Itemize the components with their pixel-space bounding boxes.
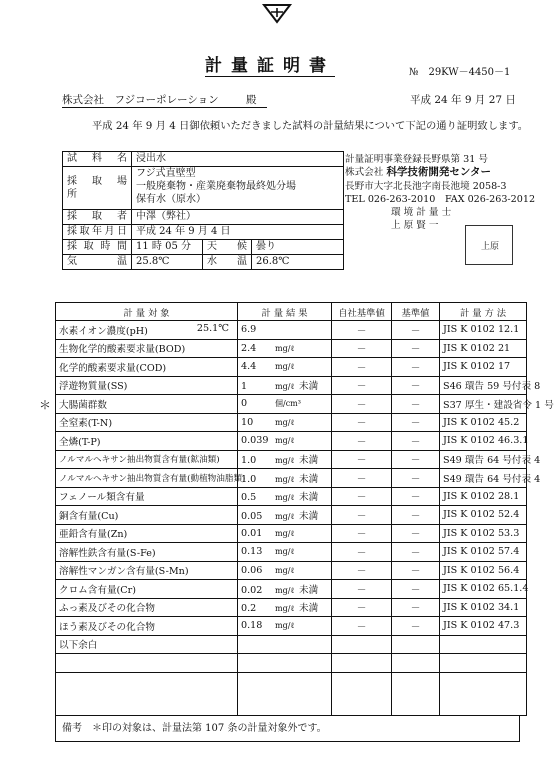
own-standard-value: － (332, 395, 392, 414)
table-row (56, 524, 527, 543)
empty-cell (238, 635, 332, 654)
measurement-item-label: 亜鉛含有量(Zn) (59, 529, 128, 541)
result-qualifier: 未満 (299, 492, 319, 504)
empty-cell (440, 654, 527, 673)
col-header-item: 計 量 対 象 (56, 303, 238, 321)
measurement-item-label: 銅含有量(Cu) (59, 510, 119, 522)
lab-company-prefix: 株式会社 (345, 167, 384, 179)
own-standard-value: － (332, 580, 392, 599)
standard-value: － (392, 598, 440, 617)
result-qualifier: 未満 (299, 510, 319, 522)
blank-row (56, 672, 527, 715)
collector: 中澤（弊社） (132, 210, 344, 225)
table-row (56, 432, 527, 451)
empty-cell (440, 635, 527, 654)
measurement-result (238, 358, 332, 377)
measurement-temp: 25.1℃ (196, 323, 229, 334)
own-standard-value: － (332, 617, 392, 636)
air-temp-label: 気 温 (63, 255, 132, 270)
lab-role: 環 境 計 量 士 (391, 207, 452, 219)
standard-value: － (392, 432, 440, 451)
seal-text: 上原 (481, 242, 500, 252)
addressee-honorific: 殿 (246, 94, 257, 106)
remarks: 備考 ＊印の対象は、計量法第 107 条の計量対象外です。 (55, 715, 520, 742)
official-seal (465, 225, 513, 265)
result-value: 0.039 (241, 435, 269, 447)
intro-text: 平成 24 年 9 月 4 日御依頼いただきました試料の計量結果について下記の通り証明致します。 (92, 120, 529, 132)
standard-value: － (392, 413, 440, 432)
measurement-item-label: フェノール類含有量 (59, 492, 145, 504)
measurement-item-label: 全窒素(T-N) (59, 418, 113, 430)
own-standard-value: － (332, 506, 392, 525)
addressee (62, 92, 267, 108)
lab-registration: 計量証明事業登録長野県第 31 号 (345, 154, 489, 165)
sampling-place-line: 保有水（原水） (136, 194, 206, 205)
own-standard-value: － (332, 321, 392, 340)
measurement-result (238, 339, 332, 358)
measurement-result (238, 543, 332, 562)
result-unit: mg/ℓ (275, 547, 295, 557)
measurement-result (238, 617, 332, 636)
measurement-item-label: 全燐(T-P) (59, 436, 101, 448)
col-header-standard: 基準値 (392, 303, 440, 321)
own-standard-value: － (332, 450, 392, 469)
empty-cell (332, 654, 392, 673)
table-row (56, 450, 527, 469)
empty-cell (56, 672, 238, 715)
measurement-item (56, 339, 238, 358)
measurement-method: JIS K 0102 53.3 (440, 524, 527, 543)
result-unit: mg/ℓ (275, 436, 295, 446)
result-value: 1.0 (241, 473, 257, 485)
sampling-date: 平成 24 年 9 月 4 日 (132, 225, 344, 240)
measurement-result (238, 432, 332, 451)
standard-value: － (392, 617, 440, 636)
empty-cell (56, 654, 238, 673)
col-header-result: 計 量 結 果 (238, 303, 332, 321)
measurement-item (56, 598, 238, 617)
standard-value: － (392, 339, 440, 358)
table-row (56, 358, 527, 377)
own-standard-value: － (332, 469, 392, 488)
empty-cell (332, 635, 392, 654)
non-legal-star-mark: ＊ (39, 398, 52, 412)
sampling-date-label: 採取年月日 (63, 225, 132, 240)
result-unit: mg/ℓ (275, 621, 295, 631)
air-temp: 25.8℃ (132, 255, 203, 270)
standard-value: － (392, 543, 440, 562)
results-header-row (56, 303, 527, 321)
measurement-item (56, 321, 238, 340)
table-row (56, 580, 527, 599)
measurement-item (56, 580, 238, 599)
measurement-item-label: ノルマルヘキサン抽出物質含有量(動植物油脂類) (59, 473, 246, 484)
measurement-result (238, 469, 332, 488)
result-qualifier: 未満 (299, 603, 319, 615)
own-standard-value: － (332, 339, 392, 358)
measurement-result (238, 506, 332, 525)
measurement-method: JIS K 0102 46.3.1 (440, 432, 527, 451)
table-row (56, 506, 527, 525)
addressee-company: 株式会社 フジコーポレーション (62, 94, 219, 106)
result-unit: mg/ℓ (275, 417, 295, 427)
result-qualifier: 未満 (299, 473, 319, 485)
measurement-item (56, 617, 238, 636)
result-value: 0.13 (241, 546, 263, 558)
measurement-item-label: 溶解性鉄含有量(S-Fe) (59, 547, 156, 559)
result-value: 0.5 (241, 492, 257, 504)
lab-person: 上 原 賢 一 (391, 220, 439, 232)
measurement-item (56, 376, 238, 395)
result-value: 4.4 (241, 361, 257, 373)
measurement-item-label: 生物化学的酸素要求量(BOD) (59, 344, 186, 356)
measurement-result (238, 580, 332, 599)
table-row (56, 635, 527, 654)
standard-value: － (392, 561, 440, 580)
sampling-place-label: 採 取 場 所 (63, 167, 132, 210)
result-unit: mg/ℓ (275, 511, 295, 521)
measurement-item (56, 432, 238, 451)
empty-cell (238, 672, 332, 715)
standard-value: － (392, 376, 440, 395)
measurement-method: JIS K 0102 34.1 (440, 598, 527, 617)
table-row (56, 339, 527, 358)
measurement-item-label: 溶解性マンガン含有量(S-Mn) (59, 566, 189, 578)
table-row (56, 469, 527, 488)
measurement-method: S49 環告 64 号付表 4 (440, 450, 527, 469)
result-qualifier: 未満 (299, 455, 319, 467)
measurement-item-label: ふっ素及びその化合物 (59, 603, 155, 615)
measurement-result (238, 376, 332, 395)
standard-value: － (392, 395, 440, 414)
empty-cell (238, 654, 332, 673)
empty-cell (440, 672, 527, 715)
table-row (56, 598, 527, 617)
measurement-result (238, 524, 332, 543)
lab-info (345, 153, 535, 233)
sampling-place (132, 167, 344, 210)
measurement-item (56, 487, 238, 506)
measurement-method: JIS K 0102 56.4 (440, 561, 527, 580)
sampling-place-line: 一般廃棄物・産業廃棄物最終処分場 (136, 181, 296, 192)
standard-value: － (392, 506, 440, 525)
table-row (56, 543, 527, 562)
table-row (56, 617, 527, 636)
collector-label: 採 取 者 (63, 210, 132, 225)
measurement-method: JIS K 0102 65.1.4 (440, 580, 527, 599)
measurement-method: S49 環告 64 号付表 4 (440, 469, 527, 488)
sample-name-label: 試 料 名 (63, 152, 132, 167)
water-temp: 26.8℃ (252, 255, 344, 270)
measurement-result (238, 561, 332, 580)
measurement-result (238, 598, 332, 617)
measurement-method: JIS K 0102 12.1 (440, 321, 527, 340)
measurement-item (56, 358, 238, 377)
result-unit: mg/ℓ (275, 382, 295, 392)
measurement-method: JIS K 0102 57.4 (440, 543, 527, 562)
table-row (56, 376, 527, 395)
table-row (56, 413, 527, 432)
standard-value: － (392, 358, 440, 377)
weather: 曇り (252, 240, 344, 255)
measurement-method: JIS K 0102 28.1 (440, 487, 527, 506)
table-row (56, 395, 527, 414)
weather-label: 天 候 (203, 240, 252, 255)
result-value: 2.4 (241, 342, 257, 354)
result-value: 0.02 (241, 584, 263, 596)
own-standard-value: － (332, 376, 392, 395)
sampling-time: 11 時 05 分 (132, 240, 203, 255)
blank-row (56, 654, 527, 673)
sampling-place-line: フジ式直壁型 (136, 168, 196, 179)
measurement-item (56, 450, 238, 469)
result-value: 0 (241, 398, 248, 410)
lab-company-name: 科学技術開発センター (386, 166, 492, 179)
col-header-own-standard: 自社基準値 (332, 303, 392, 321)
result-unit: mg/ℓ (275, 456, 295, 466)
own-standard-value: － (332, 524, 392, 543)
standard-value: － (392, 487, 440, 506)
result-value: 0.18 (241, 620, 263, 632)
standard-value: － (392, 580, 440, 599)
own-standard-value: － (332, 487, 392, 506)
own-standard-value: － (332, 598, 392, 617)
issue-date: 平成 24 年 9 月 27 日 (410, 94, 516, 106)
measurement-result (238, 413, 332, 432)
result-value: 0.05 (241, 510, 263, 522)
measurement-method: JIS K 0102 45.2 (440, 413, 527, 432)
measurement-item (56, 469, 246, 488)
measurement-method: S37 厚生・建設省令 1 号 (440, 395, 527, 414)
result-value: 1.0 (241, 455, 257, 467)
table-row (56, 561, 527, 580)
standard-value: － (392, 450, 440, 469)
standard-value: － (392, 321, 440, 340)
lab-address: 長野市大字北長池字南長池境 2058-3 (345, 180, 507, 192)
result-value: 0.2 (241, 603, 257, 615)
measurement-result (238, 395, 332, 414)
measurement-method: S46 環告 59 号付表 8 (440, 376, 527, 395)
measurement-method: JIS K 0102 52.4 (440, 506, 527, 525)
own-standard-value: － (332, 561, 392, 580)
result-value: 0.06 (241, 564, 263, 576)
table-row (56, 321, 527, 340)
own-standard-value: － (332, 413, 392, 432)
sample-name: 浸出水 (132, 152, 344, 167)
certificate-number: № 29KW－4450－1 (409, 67, 511, 78)
table-row (56, 487, 527, 506)
measurement-item-label: ノルマルヘキサン抽出物質含有量(鉱油類) (59, 455, 220, 466)
sample-info-table (62, 151, 344, 270)
measurement-item-label: ほう素及びその化合物 (59, 621, 155, 633)
result-unit: mg/ℓ (275, 362, 295, 372)
measurement-method: JIS K 0102 17 (440, 358, 527, 377)
measurement-result (238, 321, 332, 340)
measurement-item (56, 506, 238, 525)
results-table (55, 302, 554, 716)
sampling-time-label: 採取時間 (63, 240, 132, 255)
standard-value: － (392, 469, 440, 488)
own-standard-value: － (332, 358, 392, 377)
measurement-result (238, 450, 332, 469)
result-qualifier: 未満 (299, 584, 319, 596)
empty-cell (332, 672, 392, 715)
empty-cell (392, 654, 440, 673)
result-unit: 個/cm³ (275, 399, 301, 409)
standard-value: － (392, 524, 440, 543)
result-unit: mg/ℓ (275, 343, 295, 353)
result-value: 6.9 (241, 324, 257, 336)
result-unit: mg/ℓ (275, 474, 295, 484)
end-of-list-label: 以下余白 (56, 635, 238, 654)
result-unit: mg/ℓ (275, 528, 295, 538)
measurement-item-label: 大腸菌群数 (59, 399, 107, 411)
measurement-item (56, 413, 238, 432)
result-value: 0.01 (241, 527, 263, 539)
result-qualifier: 未満 (299, 381, 319, 393)
measurement-item (56, 561, 238, 580)
lab-tel-fax: TEL 026-263-2010 FAX 026-263-2012 (345, 193, 536, 205)
result-unit: mg/ℓ (275, 493, 295, 503)
result-unit: mg/ℓ (275, 585, 295, 595)
measurement-method: JIS K 0102 21 (440, 339, 527, 358)
measurement-item (56, 543, 238, 562)
result-value: 1 (241, 381, 248, 393)
water-temp-label: 水 温 (203, 255, 252, 270)
company-logo-icon (262, 2, 292, 24)
measurement-method: JIS K 0102 47.3 (440, 617, 527, 636)
measurement-item-label: クロム含有量(Cr) (59, 584, 136, 596)
empty-cell (392, 635, 440, 654)
lab-company (345, 166, 535, 179)
own-standard-value: － (332, 543, 392, 562)
result-unit: mg/ℓ (275, 604, 295, 614)
measurement-item-label: 化学的酸素要求量(COD) (59, 362, 167, 374)
measurement-item (56, 395, 238, 414)
result-unit: mg/ℓ (275, 565, 295, 575)
col-header-method: 計 量 方 法 (440, 303, 527, 321)
document-title: 計量証明書 (205, 56, 335, 76)
own-standard-value: － (332, 432, 392, 451)
result-value: 10 (241, 416, 254, 428)
measurement-item-label: 浮遊物質量(SS) (59, 381, 128, 393)
measurement-result (238, 487, 332, 506)
empty-cell (392, 672, 440, 715)
measurement-item-label: 水素イオン濃度(pH) (59, 325, 148, 337)
measurement-item (56, 524, 238, 543)
